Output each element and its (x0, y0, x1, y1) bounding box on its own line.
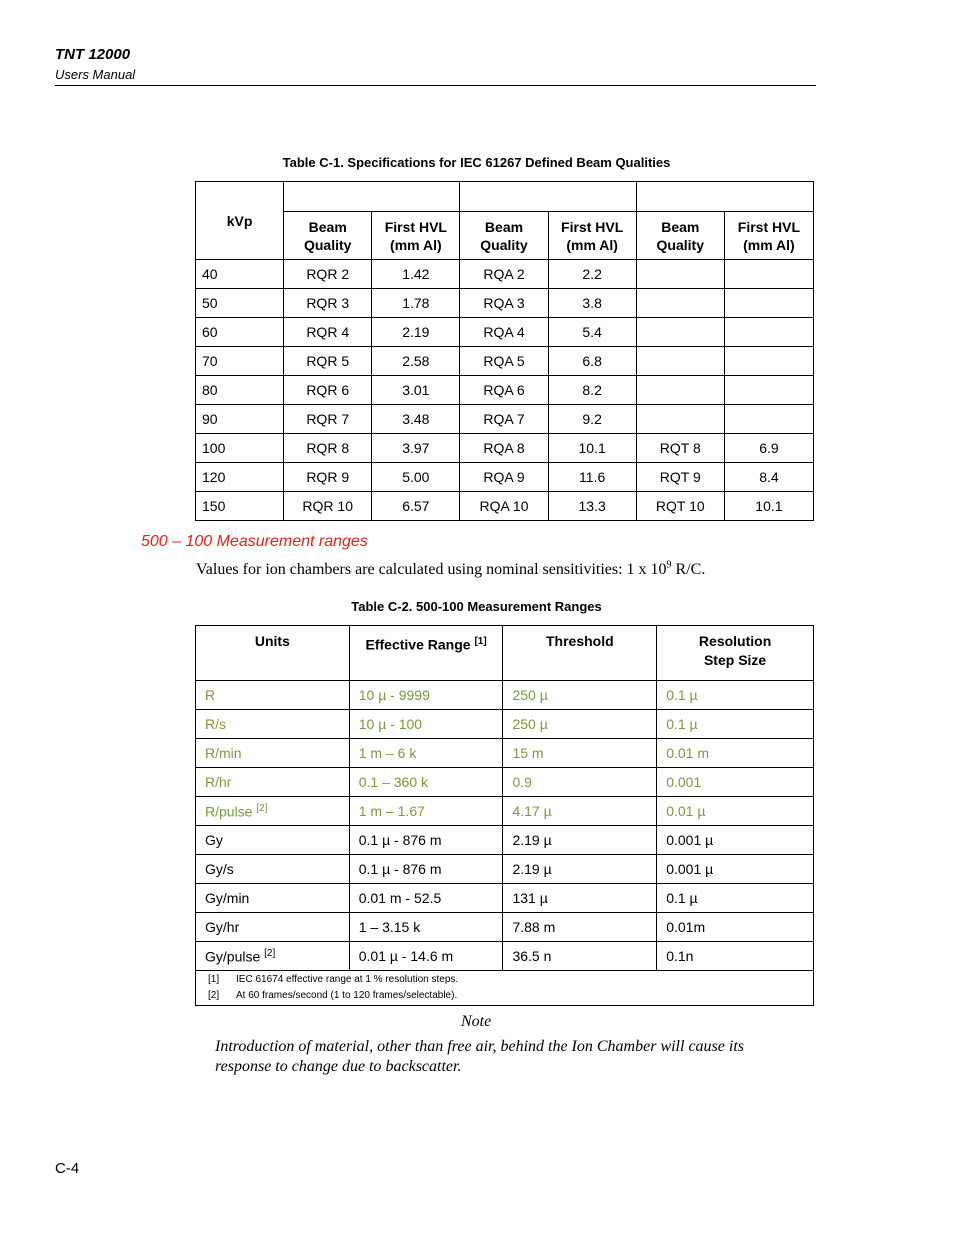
range-header-label: Effective Range (365, 636, 475, 653)
table-cell: 10.1 (724, 492, 813, 521)
range-header-footnote-ref: [1] (474, 636, 487, 647)
table-row (196, 913, 814, 942)
table-cell: 6.57 (372, 492, 460, 521)
sub-header (636, 212, 724, 260)
range-cell: 10 µ - 9999 (349, 681, 503, 710)
range-cell: 0.01 m - 52.5 (349, 884, 503, 913)
sub-header-line1: First HVL (561, 218, 624, 235)
table-cell: RQA 8 (460, 434, 548, 463)
units-label: Gy (205, 832, 223, 848)
threshold-cell: 2.19 µ (503, 826, 657, 855)
range-cell: 10 µ - 100 (349, 710, 503, 739)
table-cell: 2.58 (372, 347, 460, 376)
table-cell (636, 289, 724, 318)
resolution-cell: 0.001 (657, 768, 814, 797)
kvp-cell: 90 (196, 405, 284, 434)
table-cell (724, 376, 813, 405)
note-label: Note (461, 1013, 492, 1030)
beam-qualities-table (195, 181, 814, 521)
table-cell: RQR 8 (284, 434, 372, 463)
manual-subtitle: Users Manual (55, 67, 136, 82)
kvp-cell: 80 (196, 376, 284, 405)
units-label: Gy/s (205, 861, 234, 877)
units-cell (196, 884, 350, 913)
resolution-cell: 0.001 µ (657, 855, 814, 884)
table1-caption: Table C-1. Specifications for IEC 61267 Defined Beam Qualities (282, 155, 671, 170)
units-cell (196, 710, 350, 739)
table-cell (636, 318, 724, 347)
table-row (196, 797, 814, 826)
range-cell: 1 m – 1.67 (349, 797, 503, 826)
kvp-cell: 60 (196, 318, 284, 347)
sub-header-line1: Beam (661, 218, 700, 235)
table-row (196, 463, 814, 492)
footnote-tag: [1] (208, 974, 220, 985)
table-cell: 3.97 (372, 434, 460, 463)
resolution-cell: 0.1n (657, 942, 814, 971)
footnotes-cell (196, 971, 814, 1006)
table-cell: 5.00 (372, 463, 460, 492)
threshold-cell: 250 µ (503, 710, 657, 739)
units-label: R/min (205, 745, 242, 761)
units-label: R (205, 687, 216, 703)
table2-caption: Table C-2. 500-100 Measurement Ranges (351, 599, 602, 614)
sub-header-line1: First HVL (384, 218, 447, 235)
table-cell: RQR 4 (284, 318, 372, 347)
footnote (208, 988, 813, 1004)
table-cell: 1.42 (372, 260, 460, 289)
resolution-cell: 0.01m (657, 913, 814, 942)
sub-header (548, 212, 636, 260)
table-cell: RQA 2 (460, 260, 548, 289)
table-cell (724, 318, 813, 347)
table-cell: RQR 7 (284, 405, 372, 434)
threshold-cell: 36.5 n (503, 942, 657, 971)
units-label: Gy/min (205, 890, 250, 906)
footnote (208, 972, 813, 988)
measurement-ranges-table (195, 625, 814, 1006)
table-cell: RQT 8 (636, 434, 724, 463)
table-cell: RQR 5 (284, 347, 372, 376)
table-row (196, 347, 814, 376)
footnote-ref: [2] (256, 802, 268, 814)
kvp-cell: 50 (196, 289, 284, 318)
table-cell: 10.1 (548, 434, 636, 463)
table-cell: 9.2 (548, 405, 636, 434)
table-cell: RQR 3 (284, 289, 372, 318)
table-cell: RQT 10 (636, 492, 724, 521)
kvp-cell: 70 (196, 347, 284, 376)
table-cell: RQA 7 (460, 405, 548, 434)
table-cell (636, 405, 724, 434)
footnote-text: At 60 frames/second (1 to 120 frames/selectable). (236, 990, 458, 1001)
table-cell (636, 376, 724, 405)
sub-header-line2: (mm Al) (566, 236, 618, 253)
range-cell: 1 m – 6 k (349, 739, 503, 768)
table-row (196, 942, 814, 971)
table-cell: 3.48 (372, 405, 460, 434)
units-cell (196, 797, 350, 826)
kvp-header: kVp (196, 182, 284, 260)
table-cell (724, 289, 813, 318)
table-cell (636, 347, 724, 376)
group-header-rqr (284, 182, 460, 212)
table-cell (724, 347, 813, 376)
threshold-cell: 250 µ (503, 681, 657, 710)
table-cell: 8.2 (548, 376, 636, 405)
units-cell (196, 768, 350, 797)
threshold-header: Threshold (503, 626, 657, 681)
sub-header-line2: Quality (656, 236, 704, 253)
page-number: C-4 (55, 1160, 80, 1177)
sub-header-line2: (mm Al) (743, 236, 795, 253)
resolution-cell: 0.1 µ (657, 681, 814, 710)
sub-header-line2: (mm Al) (390, 236, 442, 253)
table-cell: RQT 9 (636, 463, 724, 492)
kvp-cell: 150 (196, 492, 284, 521)
range-cell: 0.1 µ - 876 m (349, 855, 503, 884)
sub-header-line1: First HVL (737, 218, 801, 235)
section-heading: 500 – 100 Measurement ranges (141, 533, 368, 550)
table-cell: RQA 10 (460, 492, 548, 521)
units-cell (196, 942, 350, 971)
units-cell (196, 913, 350, 942)
footnote-text: IEC 61674 effective range at 1 % resolution steps. (236, 974, 459, 985)
table-row (196, 260, 814, 289)
table-row (196, 492, 814, 521)
sub-header (284, 212, 372, 260)
kvp-cell: 120 (196, 463, 284, 492)
group-header-rqt (636, 182, 813, 212)
resolution-cell: 0.001 µ (657, 826, 814, 855)
resolution-header-line2: Step Size (703, 652, 767, 668)
range-cell: 0.01 µ - 14.6 m (349, 942, 503, 971)
resolution-header (657, 626, 814, 681)
units-label: R/pulse (205, 803, 257, 820)
table-row (196, 318, 814, 347)
table-cell: 2.2 (548, 260, 636, 289)
sub-header (724, 212, 813, 260)
footnotes-row (196, 971, 814, 1006)
table-cell (724, 405, 813, 434)
table-cell: RQA 5 (460, 347, 548, 376)
table-row (196, 768, 814, 797)
sub-header (460, 212, 548, 260)
table-cell: RQA 3 (460, 289, 548, 318)
table-row (196, 681, 814, 710)
table-cell: RQA 6 (460, 376, 548, 405)
table-cell: RQA 9 (460, 463, 548, 492)
resolution-cell: 0.1 µ (657, 710, 814, 739)
table-cell: 8.4 (724, 463, 813, 492)
kvp-cell: 40 (196, 260, 284, 289)
table-cell: 13.3 (548, 492, 636, 521)
table-cell (724, 260, 813, 289)
units-label: R/hr (205, 774, 232, 790)
sub-header-line2: Quality (303, 236, 352, 253)
header-rule (55, 85, 816, 86)
threshold-cell: 7.88 m (503, 913, 657, 942)
table-cell: 5.4 (548, 318, 636, 347)
resolution-cell: 0.01 m (657, 739, 814, 768)
table-row (196, 289, 814, 318)
units-header: Units (196, 626, 350, 681)
sub-header-line1: Beam (308, 218, 347, 235)
group-header-rqa (460, 182, 636, 212)
units-cell (196, 681, 350, 710)
intro-text: Values for ion chambers are calculated using nominal sensitivities: 1 x 10 (196, 561, 667, 578)
sub-header-line2: Quality (480, 236, 528, 253)
range-cell: 0.1 µ - 876 m (349, 826, 503, 855)
resolution-header-line1: Resolution (698, 633, 772, 649)
table-row (196, 710, 814, 739)
table-cell: 11.6 (548, 463, 636, 492)
intro-exponent: 9 (666, 559, 672, 571)
threshold-cell: 4.17 µ (503, 797, 657, 826)
units-label: Gy/pulse (205, 948, 265, 965)
threshold-cell: 0.9 (503, 768, 657, 797)
table-cell (636, 260, 724, 289)
table-cell: 3.8 (548, 289, 636, 318)
units-cell (196, 855, 350, 884)
range-cell: 1 – 3.15 k (349, 913, 503, 942)
table-cell: 2.19 (372, 318, 460, 347)
table-row (196, 434, 814, 463)
footnote-tag: [2] (208, 990, 220, 1001)
manual-title: TNT 12000 (55, 46, 131, 63)
table-cell: RQR 9 (284, 463, 372, 492)
table-row (196, 884, 814, 913)
table-cell: RQR 2 (284, 260, 372, 289)
threshold-cell: 131 µ (503, 884, 657, 913)
resolution-cell: 0.01 µ (657, 797, 814, 826)
note-text: Introduction of material, other than free air, behind the Ion Chamber will cause its response to change due to backscatter. (215, 1038, 744, 1075)
table-cell: RQR 6 (284, 376, 372, 405)
intro-text-end: R/C. (671, 561, 706, 578)
units-label: Gy/hr (205, 919, 240, 935)
kvp-cell: 100 (196, 434, 284, 463)
units-label: R/s (205, 716, 226, 732)
range-header (349, 626, 503, 681)
table-row (196, 739, 814, 768)
table-row (196, 376, 814, 405)
threshold-cell: 15 m (503, 739, 657, 768)
footnote-ref: [2] (264, 947, 276, 959)
table-row (196, 826, 814, 855)
units-cell (196, 739, 350, 768)
range-cell: 0.1 – 360 k (349, 768, 503, 797)
threshold-cell: 2.19 µ (503, 855, 657, 884)
resolution-cell: 0.1 µ (657, 884, 814, 913)
table-cell: 6.8 (548, 347, 636, 376)
table-row (196, 405, 814, 434)
units-cell (196, 826, 350, 855)
table-cell: RQA 4 (460, 318, 548, 347)
sub-header-line1: Beam (484, 218, 524, 235)
table-cell: RQR 10 (284, 492, 372, 521)
table-cell: 6.9 (724, 434, 813, 463)
intro-paragraph (196, 561, 705, 579)
table-cell: 3.01 (372, 376, 460, 405)
table-row (196, 855, 814, 884)
table-cell: 1.78 (372, 289, 460, 318)
sub-header (372, 212, 460, 260)
